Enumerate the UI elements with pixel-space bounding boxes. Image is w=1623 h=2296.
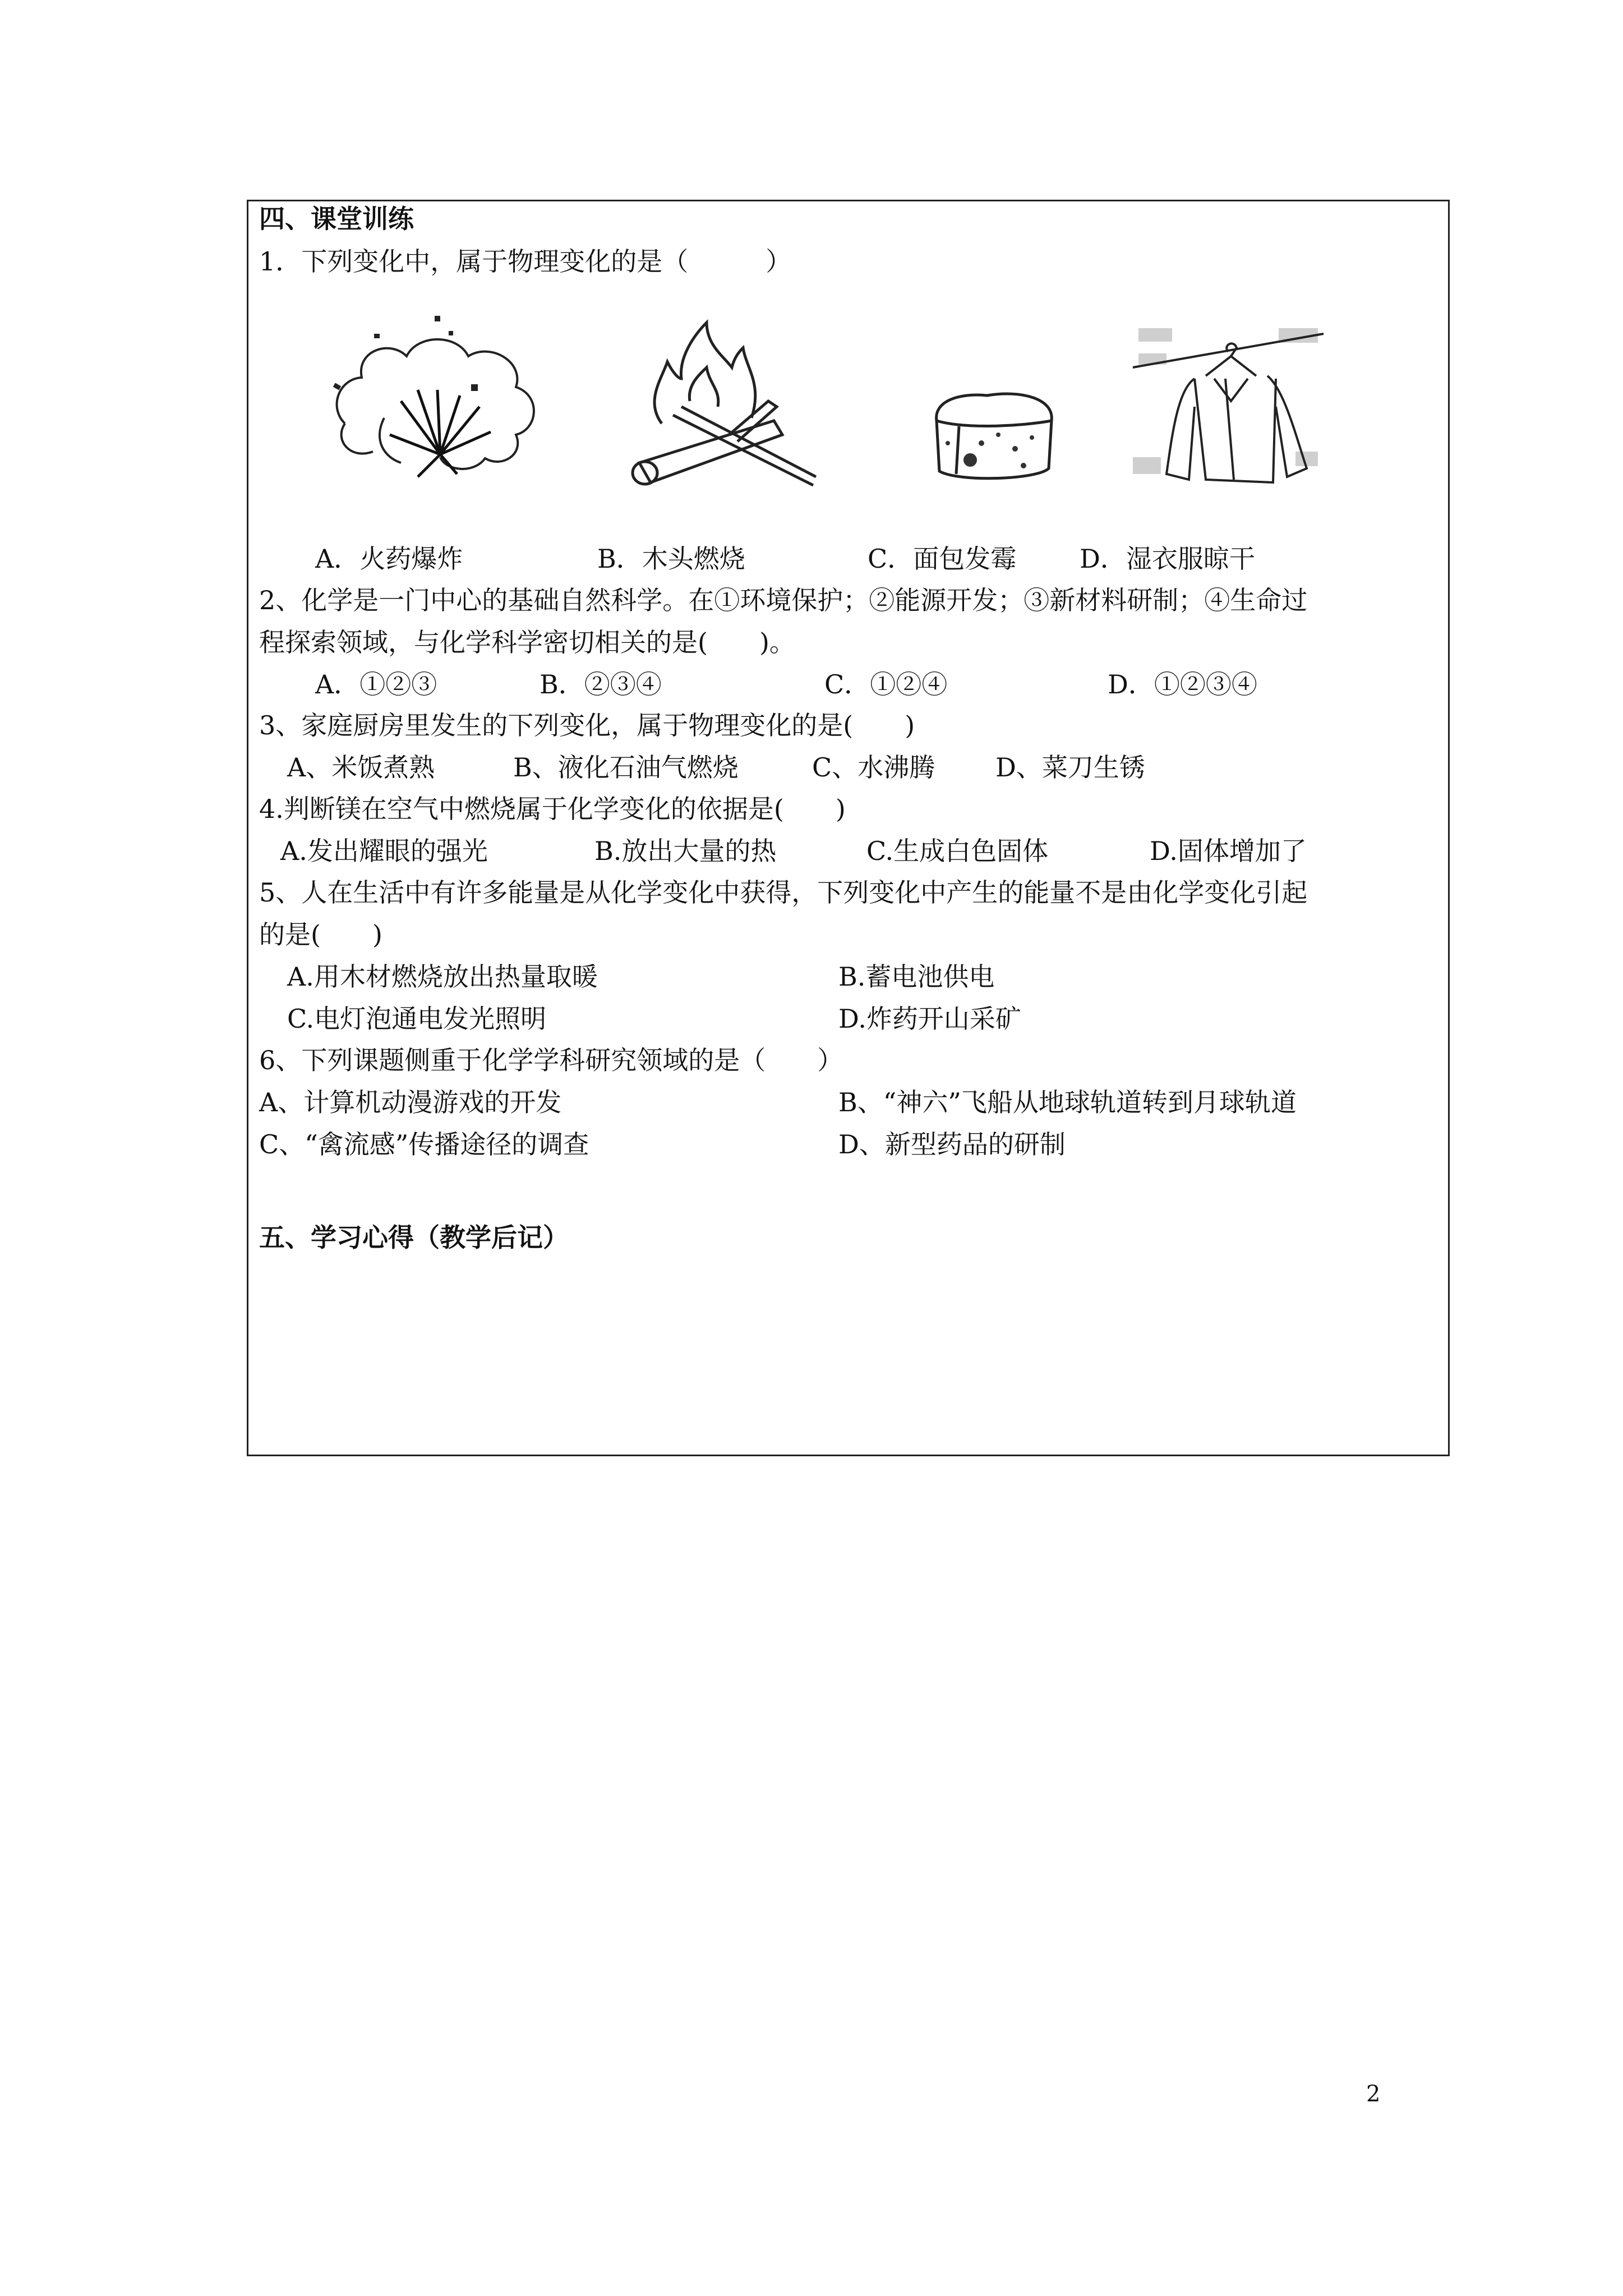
q3-option-c: C、水沸腾 <box>812 752 935 783</box>
q1-option-a: A．火药爆炸 <box>315 544 463 574</box>
q6-option-b: B、“神六”飞船从地球轨道转到月球轨道 <box>838 1087 1297 1117</box>
page-number: 2 <box>1366 2081 1381 2107</box>
q6-option-a: A、计算机动漫游戏的开发 <box>259 1087 562 1117</box>
burning-wood-illustration <box>628 317 819 505</box>
q4-option-d: D.固体增加了 <box>1150 836 1307 866</box>
question-5-stem-line2: 的是( ) <box>259 919 382 950</box>
q1-option-d: D．湿衣服晾干 <box>1080 544 1255 574</box>
q5-option-a: A.用木材燃烧放出热量取暖 <box>287 961 598 992</box>
question-3-stem: 3、家庭厨房里发生的下列变化，属于物理变化的是( ) <box>259 710 915 740</box>
q2-option-d: D．①②③④ <box>1108 669 1257 700</box>
q5-option-d: D.炸药开山采矿 <box>838 1004 1021 1034</box>
q1-option-c: C．面包发霉 <box>868 544 1017 574</box>
section-5-title: 五、学习心得（教学后记） <box>259 1222 569 1253</box>
q2-option-a: A．①②③ <box>315 669 437 700</box>
q3-option-a: A、米饭煮熟 <box>287 752 435 783</box>
q3-option-b: B、液化石油气燃烧 <box>513 752 739 783</box>
question-4-stem: 4.判断镁在空气中燃烧属于化学变化的依据是( ) <box>259 794 846 824</box>
explosion-illustration <box>322 311 558 482</box>
q1-option-b: B．木头燃烧 <box>597 544 745 574</box>
q5-option-b: B.蓄电池供电 <box>838 961 995 992</box>
question-6-stem: 6、下列课题侧重于化学学科研究领域的是（ ） <box>259 1045 843 1075</box>
q3-option-d: D、菜刀生锈 <box>995 752 1145 783</box>
q4-option-c: C.生成白色固体 <box>866 836 1049 866</box>
q6-option-c: C、“禽流感”传播途径的调查 <box>259 1129 589 1159</box>
q5-option-c: C.电灯泡通电发光照明 <box>287 1004 547 1034</box>
q4-option-b: B.放出大量的热 <box>594 836 777 866</box>
question-1-stem: 1．下列变化中，属于物理变化的是（ ） <box>259 246 792 277</box>
q2-option-c: C．①②④ <box>824 669 948 700</box>
moldy-bread-illustration <box>925 387 1060 485</box>
q4-option-a: A.发出耀眼的强光 <box>280 836 488 866</box>
section-4-title: 四、课堂训练 <box>259 204 414 234</box>
q6-option-d: D、新型药品的研制 <box>838 1129 1066 1159</box>
question-5-stem-line1: 5、人在生活中有许多能量是从化学变化中获得，下列变化中产生的能量不是由化学变化引起 <box>259 877 1308 908</box>
drying-clothes-illustration <box>1127 323 1329 491</box>
question-2-stem-line1: 2、化学是一门中心的基础自然科学。在①环境保护；②能源开发；③新材料研制；④生命过 <box>259 585 1308 615</box>
question-2-stem-line2: 程探索领域，与化学科学密切相关的是( )。 <box>259 627 795 657</box>
q2-option-b: B．②③④ <box>540 669 662 700</box>
